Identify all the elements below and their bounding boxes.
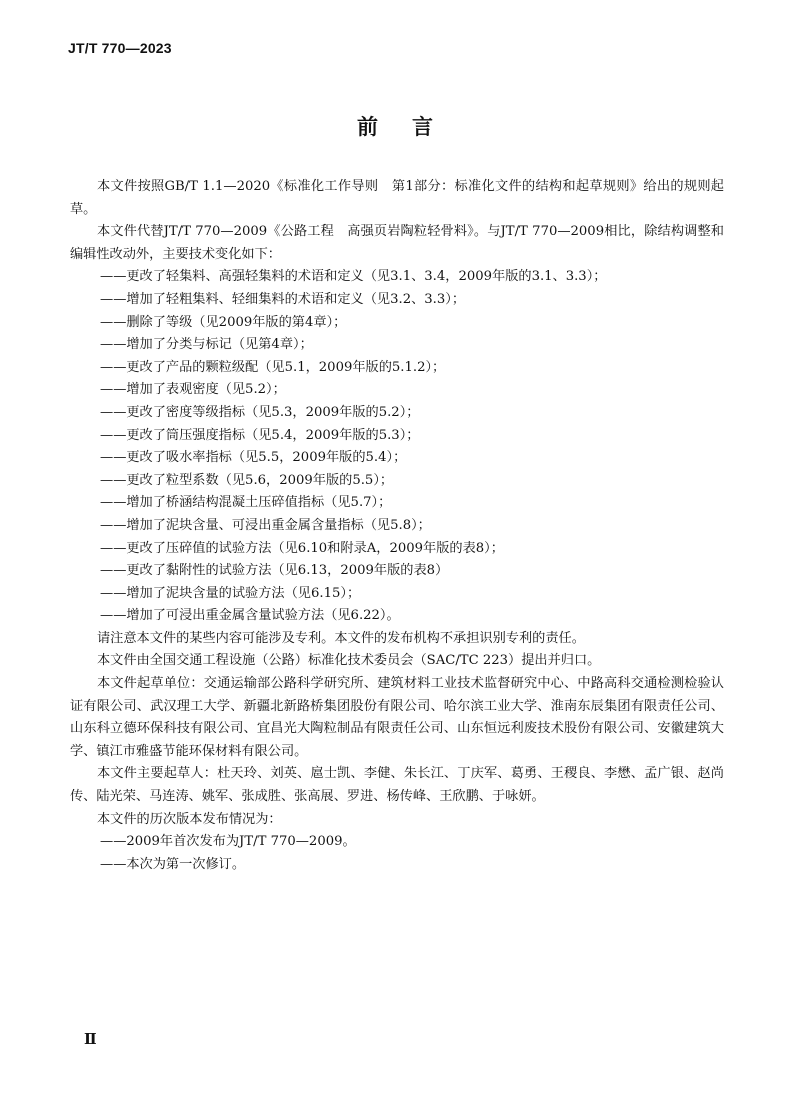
change-item: ——增加了可浸出重金属含量试验方法（见6.22）。 <box>100 608 400 624</box>
document-code: JT/T 770—2023 <box>68 40 172 56</box>
change-list <box>70 266 724 628</box>
change-item: ——增加了分类与标记（见第4章）； <box>100 337 313 353</box>
paragraph-proposer: 本文件由全国交通工程设施（公路）标准化技术委员会（SAC/TC 223）提出并归口。 <box>97 653 601 669</box>
change-item: ——更改了压碎值的试验方法（见6.10和附录A，2009年版的表8）； <box>100 540 504 556</box>
page-title: 前言 <box>357 115 467 139</box>
paragraph-drafting-rules: 本文件按照GB/T 1.1—2020《标准化工作导则 第1部分：标准化文件的结构和起草规则》给出的规则起草。 <box>70 179 724 217</box>
paragraph-history-intro: 本文件的历次版本发布情况为： <box>97 811 282 827</box>
paragraph-drafters: 本文件主要起草人：杜天玲、刘英、扈士凯、李健、朱长江、丁庆军、葛勇、王稷良、李懋、孟广银、赵尚传、陆光荣、马连涛、姚军、张成胜、张高展、罗进、杨传峰、王欣鹏、于咏妍。 <box>70 766 724 805</box>
history-item: ——本次为第一次修订。 <box>100 856 246 872</box>
change-item: ——更改了产品的颗粒级配（见5.1，2009年版的5.1.2）； <box>100 359 446 375</box>
page-number: Ⅱ <box>84 1030 97 1048</box>
change-item: ——增加了桥涵结构混凝土压碎值指标（见5.7）； <box>100 495 392 511</box>
change-item: ——删除了等级（见2009年版的第4章）； <box>100 314 347 330</box>
history-list <box>70 831 724 876</box>
paragraph-drafting-units: 本文件起草单位：交通运输部公路科学研究所、建筑材料工业技术监督研究中心、中路高科交通检测检验认证有限公司、武汉理工大学、新疆北新路桥集团股份有限公司、哈尔滨工业大学、淮南东辰集团有限责任公司、山东科立德环保科技有限公司、宜昌光大陶粒制品有限责任公司、山东恒远利废技术股份有限公司、安徽建筑大学、镇江市雅盛节能环保材料有限公司。 <box>70 676 724 759</box>
change-item: ——更改了粒型系数（见5.6，2009年版的5.5）； <box>100 472 394 488</box>
change-item: ——更改了筒压强度指标（见5.4，2009年版的5.3）； <box>100 427 420 443</box>
paragraph-replacement: 本文件代替JT/T 770—2009《公路工程 高强页岩陶粒轻骨料》。与JT/T 770—2009相比，除结构调整和编辑性改动外，主要技术变化如下： <box>70 224 724 262</box>
change-item: ——增加了轻粗集料、轻细集料的术语和定义（见3.2、3.3）； <box>100 291 466 307</box>
history-item: ——2009年首次发布为JT/T 770—2009。 <box>100 834 356 850</box>
change-item: ——增加了泥块含量的试验方法（见6.15）； <box>100 585 361 601</box>
change-item: ——更改了黏附性的试验方法（见6.13，2009年版的表8） <box>100 563 449 579</box>
change-item: ——更改了密度等级指标（见5.3，2009年版的5.2）； <box>100 404 420 420</box>
change-item: ——更改了轻集料、高强轻集料的术语和定义（见3.1、3.4，2009年版的3.1、3.3）； <box>100 269 607 285</box>
change-item: ——增加了泥块含量、可浸出重金属含量指标（见5.8）； <box>100 517 431 533</box>
change-item: ——更改了吸水率指标（见5.5，2009年版的5.4）； <box>100 450 407 466</box>
foreword-body <box>70 176 724 876</box>
change-item: ——增加了表观密度（见5.2）； <box>100 382 286 398</box>
paragraph-patent-notice: 请注意本文件的某些内容可能涉及专利。本文件的发布机构不承担识别专利的责任。 <box>97 630 585 646</box>
